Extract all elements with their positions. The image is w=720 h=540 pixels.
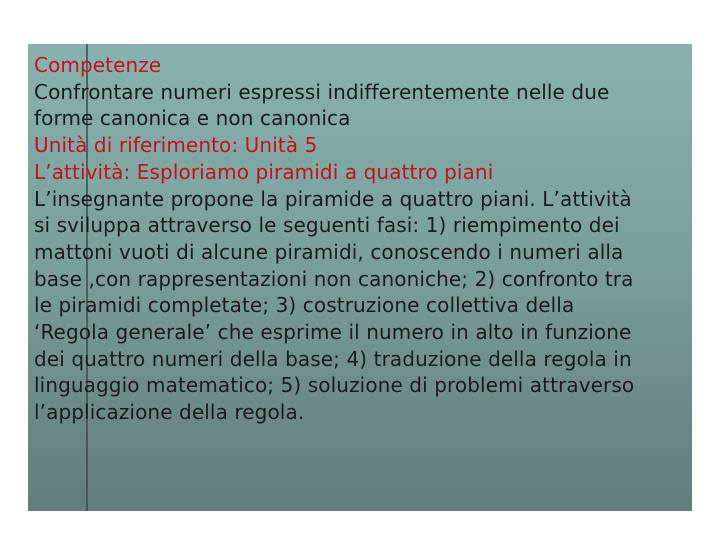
- description-line-5: le piramidi completate; 3) costruzione collettiva della: [34, 293, 575, 318]
- description-line-6: ‘Regola generale’ che esprime il numero in alto in funzione: [34, 320, 632, 345]
- description-line-3: mattoni vuoti di alcune piramidi, conoscendo i numeri alla: [34, 239, 624, 264]
- description-line-7: dei quattro numeri della base; 4) traduzione della regola in: [34, 346, 632, 371]
- heading-competenze: Competenze: [34, 53, 162, 77]
- activity-title: L’attività: Esploriamo piramidi a quattro piani: [34, 159, 494, 184]
- description-line-4: base ,con rappresentazioni non canoniche; 2) confronto tra: [34, 266, 634, 291]
- description-line-8: linguaggio matematico; 5) soluzione di problemi attraverso: [34, 373, 635, 398]
- description-line-9: l’applicazione della regola.: [34, 400, 305, 425]
- description-line-2: si sviluppa attraverso le seguenti fasi: 1) riempimento dei: [34, 213, 620, 238]
- competence-line-2: forme canonica e non canonica: [34, 106, 351, 131]
- reference-unit: Unità di riferimento: Unità 5: [34, 133, 318, 158]
- description-line-1: L’insegnante propone la piramide a quattro piani. L’attività: [34, 186, 632, 211]
- competence-line-1: Confrontare numeri espressi indifferentemente nelle due: [34, 79, 610, 104]
- slide-text: [34, 52, 688, 426]
